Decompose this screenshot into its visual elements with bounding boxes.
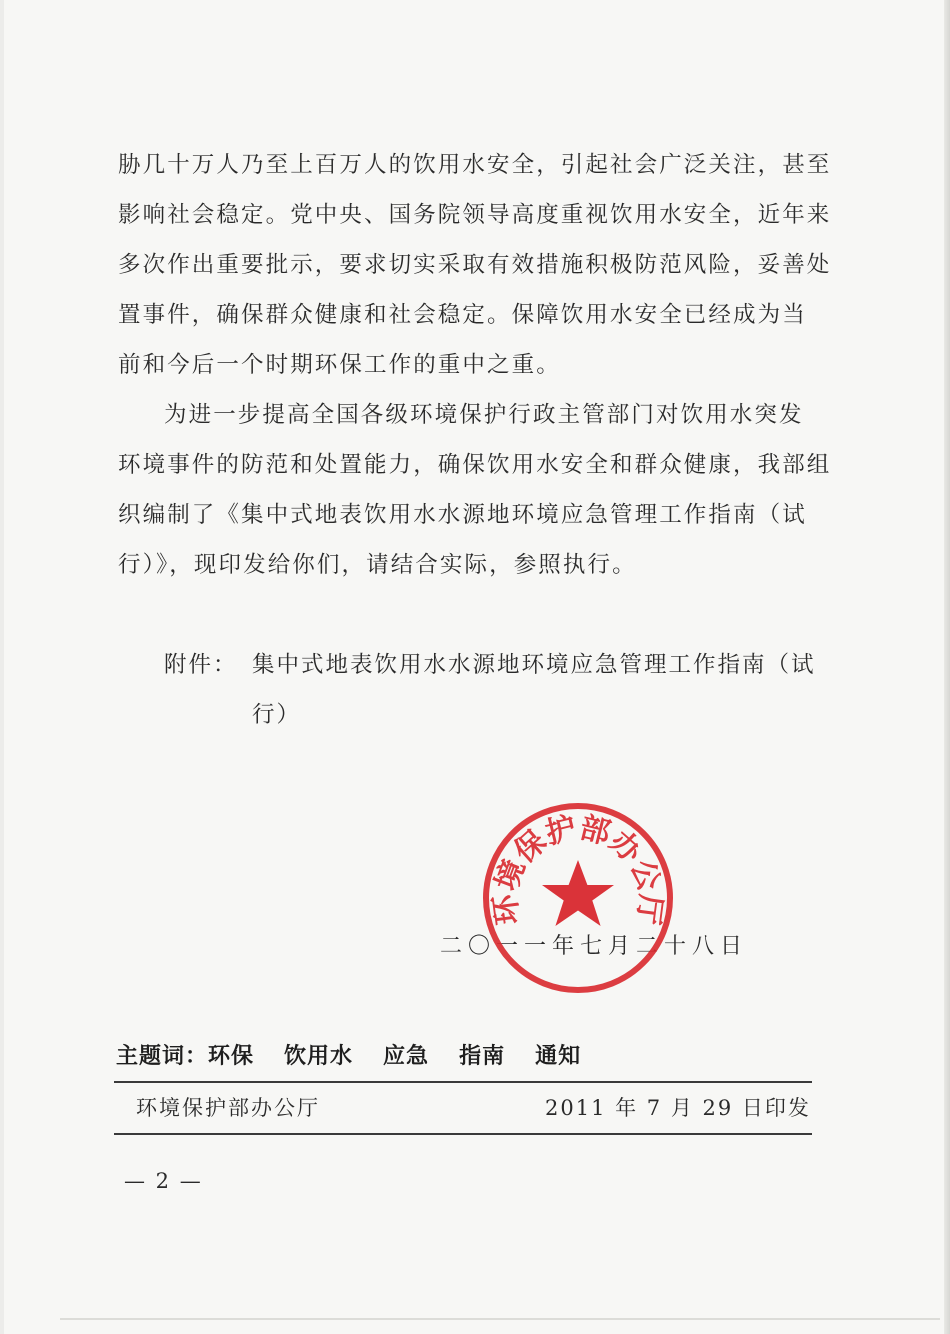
- body-line: 置事件，确保群众健康和社会稳定。保障饮用水安全已经成为当: [118, 302, 807, 328]
- seal-star-icon: [542, 860, 614, 926]
- body-line: 胁几十万人乃至上百万人的饮用水安全，引起社会广泛关注，甚至: [118, 152, 832, 178]
- svg-text:环境保护部办公厅: 环境保护部办公厅: [487, 810, 669, 927]
- keywords-label: 主题词：: [116, 1044, 209, 1069]
- page-number: — 2 —: [124, 1169, 203, 1193]
- keyword-item: 应急: [383, 1044, 430, 1069]
- scan-edge-right: [944, 0, 950, 1334]
- body-line: 前和今后一个时期环保工作的重中之重。: [118, 352, 561, 378]
- print-date: 2011 年 7 月 29 日印发: [545, 1096, 811, 1120]
- body-line: 环境事件的防范和处置能力，确保饮用水安全和群众健康，我部组: [118, 452, 832, 478]
- divider-bottom: [114, 1133, 812, 1135]
- attachment-label: 附件：: [164, 652, 238, 678]
- scan-edge-left: [0, 0, 4, 1334]
- body-line: 为进一步提高全国各级环境保护行政主管部门对饮用水突发: [164, 402, 804, 428]
- scan-bottom-edge: [60, 1318, 940, 1320]
- keyword-item: 环保: [208, 1044, 255, 1069]
- keyword-item: 指南: [459, 1044, 506, 1069]
- issuing-office: 环境保护部办公厅: [136, 1096, 320, 1120]
- body-line: 影响社会稳定。党中央、国务院领导高度重视饮用水安全，近年来: [118, 202, 832, 228]
- official-seal-stamp: [478, 798, 678, 998]
- issue-date: 二〇一一年七月二十八日: [440, 934, 749, 959]
- body-line: 行）》，现印发给你们，请结合实际，参照执行。: [118, 552, 637, 578]
- subject-keywords: [116, 1042, 581, 1072]
- body-line: 织编制了《集中式地表饮用水水源地环境应急管理工作指南（试: [118, 502, 807, 528]
- attachment-title-cont: 行）: [252, 702, 302, 728]
- body-line: 多次作出重要批示，要求切实采取有效措施积极防范风险，妥善处: [118, 252, 832, 278]
- divider-top: [114, 1081, 812, 1083]
- keyword-item: 饮用水: [284, 1044, 354, 1069]
- attachment-title: 集中式地表饮用水水源地环境应急管理工作指南（试: [252, 652, 816, 678]
- keyword-item: 通知: [535, 1044, 582, 1069]
